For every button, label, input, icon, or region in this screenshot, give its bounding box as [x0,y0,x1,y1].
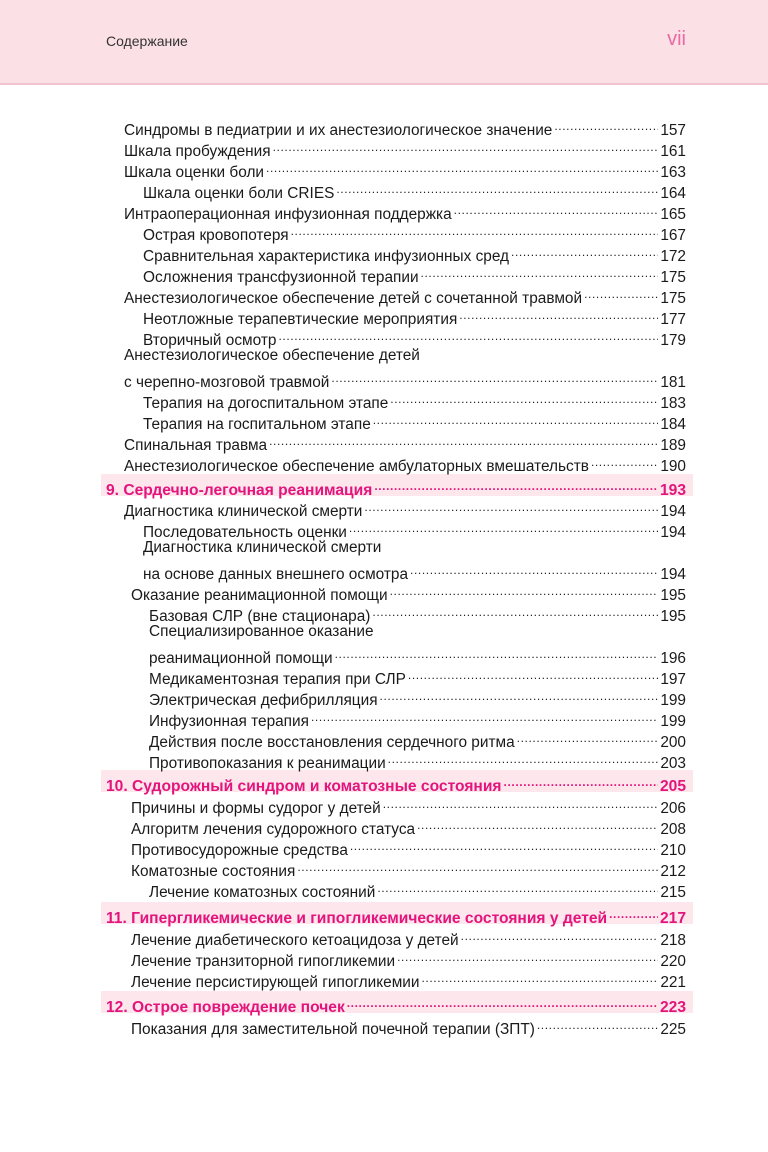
toc-entry-page: 194 [660,566,686,583]
toc-entry[interactable] [131,835,686,859]
leader-dots [311,706,658,726]
leader-dots [373,409,659,429]
toc-entry-title: Лечение транзиторной гипогликемии [131,953,396,970]
toc-entry[interactable] [131,580,686,604]
toc-entry[interactable] [143,517,686,541]
toc-entry-page: 199 [660,692,686,709]
toc-entry-page: 195 [660,608,686,625]
leader-dots [297,856,658,876]
toc-entry[interactable] [124,430,686,454]
toc-entry-page: 206 [660,800,686,817]
toc-entry[interactable] [143,262,686,286]
toc-entry-page: 161 [660,143,686,160]
toc-entry[interactable] [131,814,686,838]
leader-dots [278,325,658,345]
toc-entry-page: 225 [660,1021,686,1038]
leader-dots [397,946,658,966]
toc-entry-title: Сравнительная характеристика инфузионных сред [143,248,510,265]
toc-entry[interactable] [131,925,686,949]
toc-entry-page: 165 [660,206,686,223]
toc-entry-title: Медикаментозная терапия при СЛР [149,671,406,688]
toc-chapter-title: 11. Гипергликемические и гипогликемические состояния у детей [106,910,608,927]
toc-entry-title: Анестезиологическое обеспечение детей [124,347,420,364]
toc-entry-title: Диагностика клинической смерти [143,539,382,556]
toc-entry[interactable] [143,409,686,433]
toc-entry-title: Коматозные состояния [131,863,296,880]
toc-entry-page: 200 [660,734,686,751]
toc-entry-title: Анестезиологическое обеспечение детей с сочетанной травмой [124,290,583,307]
toc-entry-title: Лечение персистирующей гипогликемии [131,974,420,991]
toc-entry[interactable] [149,685,686,709]
toc-entry-page: 179 [660,332,686,349]
toc-entry-page: 183 [660,395,686,412]
leader-dots [273,136,659,156]
toc-entry-page: 215 [660,884,686,901]
toc-entry-title: Неотложные терапевтические мероприятия [143,311,458,328]
leader-dots [517,727,659,747]
toc-entry[interactable] [124,283,686,307]
toc-entry-title: Анестезиологическое обеспечение амбулаторных вмешательств [124,458,589,475]
toc-entry-title: Синдромы в педиатрии и их анестезиологическое значение [124,122,553,139]
toc-entry-title: Спинальная травма [124,437,268,454]
toc-entry-page: 218 [660,932,686,949]
leader-dots [336,178,658,198]
leader-dots [269,430,658,450]
toc-entry[interactable] [149,643,686,667]
toc-entry-page: 196 [660,650,686,667]
toc-entry-page: 195 [660,587,686,604]
toc-entry[interactable] [131,856,686,880]
toc-entry[interactable] [124,199,686,223]
toc-entry-page: 210 [660,842,686,859]
page-number: vii [667,28,686,50]
leader-dots [266,157,658,177]
toc-entry[interactable] [131,1014,686,1038]
toc-entry[interactable] [124,136,686,160]
toc-entry[interactable] [143,388,686,412]
toc-entry-title: Шкала пробуждения [124,143,271,160]
toc-entry-page: 220 [660,953,686,970]
toc-entry[interactable] [124,451,686,475]
leader-dots [422,967,659,987]
toc-entry-title: Противопоказания к реанимации [149,755,386,772]
toc-entry-page: 167 [660,227,686,244]
toc-entry[interactable] [149,877,686,901]
toc-chapter-page: 223 [659,999,686,1016]
toc-chapter-11[interactable] [106,903,686,927]
toc-entry-title: Интраоперационная инфузионная поддержка [124,206,452,223]
toc-chapter-title: 10. Судорожный синдром и коматозные состояния [106,778,502,795]
toc-entry[interactable] [143,178,686,202]
toc-entry[interactable] [131,946,686,970]
toc-entry-title: Электрическая дефибрилляция [149,692,378,709]
toc-entry[interactable] [149,748,686,772]
toc-entry-page: 194 [660,503,686,520]
leader-dots [554,115,658,135]
toc-chapter-page: 217 [659,910,686,927]
toc-entry[interactable] [143,559,686,583]
toc-entry-page: 172 [660,248,686,265]
toc-entry[interactable] [149,706,686,730]
leader-dots [364,496,658,516]
toc-entry[interactable] [149,664,686,688]
toc-entry-title: Терапия на догоспитальном этапе [143,395,389,412]
leader-dots [421,262,659,282]
toc-entry-page: 189 [660,437,686,454]
toc-entry-title: Осложнения трансфузионной терапии [143,269,419,286]
leader-dots [349,517,658,537]
toc-entry-title: Лечение коматозных состояний [149,884,376,901]
toc-entry-page: 212 [660,863,686,880]
toc-entry-page: 157 [660,122,686,139]
toc-entry-title: Показания для заместительной почечной терапии (ЗПТ) [131,1021,535,1038]
leader-dots [380,685,659,705]
toc-entry[interactable] [143,220,686,244]
toc-entry[interactable] [149,727,686,751]
toc-chapter-page: 193 [659,482,686,499]
leader-dots [331,367,658,387]
leader-dots [609,903,658,923]
toc-entry[interactable] [149,601,686,625]
toc-entry-page: 177 [660,311,686,328]
toc-entry-page: 199 [660,713,686,730]
leader-dots [350,835,658,855]
toc-entry-title: Действия после восстановления сердечного ритма [149,734,515,751]
leader-dots [537,1014,658,1034]
page-header [0,0,768,85]
toc-entry[interactable] [143,538,686,558]
toc-entry[interactable] [124,157,686,181]
leader-dots [454,199,659,219]
toc-entry[interactable] [124,115,686,139]
toc-entry-page: 184 [660,416,686,433]
toc-entry-page: 197 [660,671,686,688]
toc-chapter-9[interactable] [106,475,686,499]
toc-entry-title: Лечение диабетического кетоацидоза у детей [131,932,459,949]
leader-dots [459,304,658,324]
toc-entry-page: 164 [660,185,686,202]
toc-entry-page: 175 [660,269,686,286]
toc-entry-title: Противосудорожные средства [131,842,348,859]
toc-chapter-12[interactable] [106,992,686,1016]
toc-entry-page: 221 [660,974,686,991]
leader-dots [372,601,658,621]
toc-entry-title: с черепно-мозговой травмой [124,374,330,391]
toc-chapter-title: 9. Сердечно-легочная реанимация [106,482,373,499]
toc-chapter-page: 205 [659,778,686,795]
toc-entry-title: Шкала оценки боли CRIES [143,185,335,202]
toc-entry-page: 194 [660,524,686,541]
leader-dots [335,643,659,663]
leader-dots [390,388,658,408]
leader-dots [347,992,658,1012]
toc-entry[interactable] [131,967,686,991]
leader-dots [591,451,658,471]
toc-entry-title: Причины и формы судорог у детей [131,800,381,817]
toc-entry-title: Оказание реанимационной помощи [131,587,388,604]
toc-entry[interactable] [149,622,686,642]
leader-dots [504,771,658,791]
leader-dots [291,220,659,240]
toc-entry-title: Специализированное оказание [149,623,374,640]
toc-entry[interactable] [143,241,686,265]
leader-dots [388,748,659,768]
toc-entry-title: реанимационной помощи [149,650,333,667]
toc-entry-page: 208 [660,821,686,838]
running-title: Содержание [106,33,188,49]
leader-dots [377,877,658,897]
toc-entry-title: Инфузионная терапия [149,713,309,730]
leader-dots [374,475,658,495]
toc-entry-title: Шкала оценки боли [124,164,265,181]
leader-dots [383,793,659,813]
toc-entry-page: 190 [660,458,686,475]
toc-chapter-title: 12. Острое повреждение почек [106,999,345,1016]
toc-entry[interactable] [131,793,686,817]
toc-entry-title: Последовательность оценки [143,524,347,541]
toc-entry-title: Базовая СЛР (вне стационара) [149,608,371,625]
leader-dots [511,241,658,261]
toc-entry[interactable] [143,304,686,328]
toc-entry[interactable] [124,346,686,366]
toc-entry-page: 175 [660,290,686,307]
toc-entry-title: Диагностика клинической смерти [124,503,363,520]
toc-entry-page: 163 [660,164,686,181]
toc-entry-title: Алгоритм лечения судорожного статуса [131,821,416,838]
toc-entry-title: Терапия на госпитальном этапе [143,416,371,433]
leader-dots [408,664,658,684]
toc-chapter-10[interactable] [106,771,686,795]
toc-entry-title: Острая кровопотеря [143,227,289,244]
toc-entry[interactable] [124,367,686,391]
leader-dots [417,814,658,834]
toc-entry-title: Вторичный осмотр [143,332,277,349]
toc-entry[interactable] [124,496,686,520]
leader-dots [461,925,659,945]
toc-entry-page: 203 [660,755,686,772]
toc-entry-page: 181 [660,374,686,391]
leader-dots [410,559,658,579]
toc-entry[interactable] [143,325,686,349]
leader-dots [584,283,658,303]
leader-dots [390,580,659,600]
toc-entry-title: на основе данных внешнего осмотра [143,566,409,583]
